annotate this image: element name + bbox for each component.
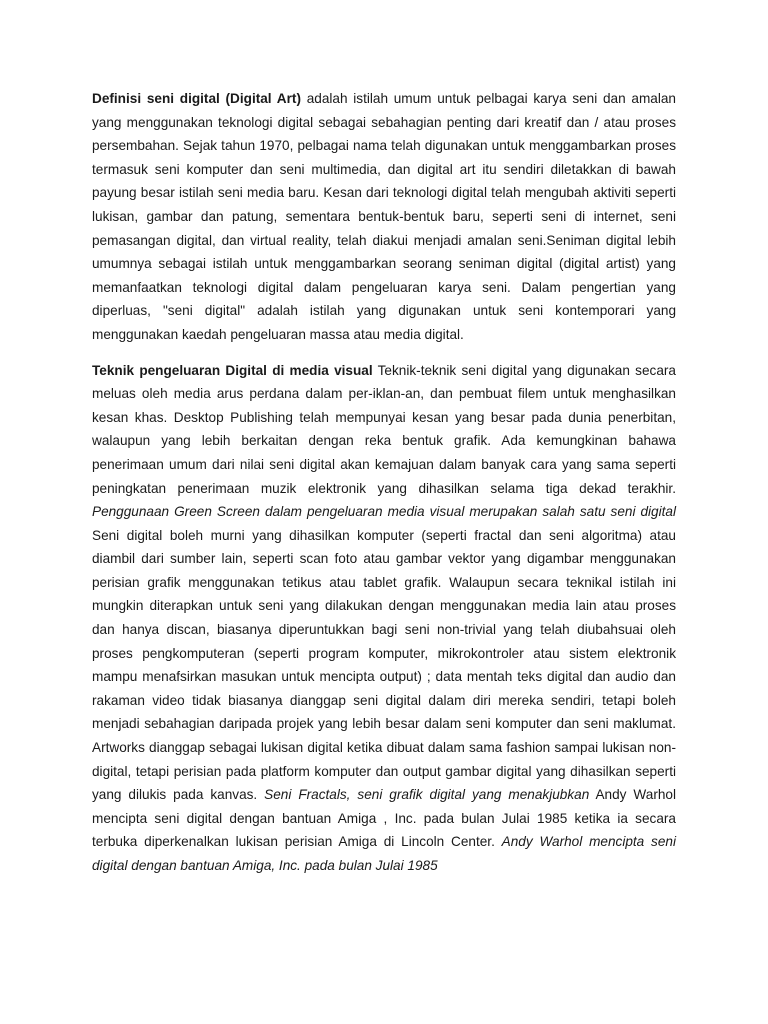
caption-green-screen: Penggunaan Green Screen dalam pengeluaran media visual merupakan salah satu seni digital: [92, 504, 676, 520]
heading-digital-production: Teknik pengeluaran Digital di media visual: [92, 362, 373, 378]
caption-andy-warhol: Andy Warhol mencipta seni digital dengan bantuan Amiga, Inc. pada bulan Julai 1985: [92, 834, 676, 873]
paragraph-text: adalah istilah umum untuk pelbagai karya seni dan amalan yang menggunakan teknologi digital sebagai sebahagian penting dari kreatif dan / atau proses persembahan. Sejak tahun 1970, pelbagai nama telah digunakan untuk menggambarkan proses termasuk seni komputer dan seni multimedia, dan digital art itu sendiri diletakkan di bawah payung besar istilah seni media baru. Kesan dari teknologi digital telah mengubah aktiviti seperti lukisan, gambar dan patung, sementara bentuk-bentuk baru, seperti seni di internet, seni pemasangan digital, dan virtual reality, telah diakui menjadi amalan seni.Seniman digital lebih umumnya sebagai istilah untuk menggambarkan seorang seniman digital (digital artist) yang memanfaatkan teknologi digital dalam pengeluaran karya seni. Dalam pengertian yang diperluas, "seni digital" adalah istilah yang digunakan untuk seni kontemporari yang menggunakan kaedah pengeluaran massa atau media digital.: [92, 91, 676, 342]
paragraph-text: Teknik-teknik seni digital yang digunakan secara meluas oleh media arus perdana dalam per-iklan-an, dan pembuat filem untuk menghasilkan kesan khas. Desktop Publishing telah mempunyai kesan yang besar pada dunia penerbitan, walaupun yang lebih berkaitan dengan reka bentuk grafik. Ada kemungkinan bahawa penerimaan umum dari nilai seni digital akan kemajuan dalam banyak cara yang sama seperti peningkatan penerimaan muzik elektronik yang dihasilkan selama tiga dekad terakhir.: [92, 362, 676, 496]
paragraph-techniques: [92, 359, 676, 878]
document-page: [92, 87, 676, 890]
paragraph-definition: [92, 87, 676, 347]
caption-fractals: Seni Fractals, seni grafik digital yang menakjubkan: [264, 787, 590, 803]
heading-digital-art: Definisi seni digital (Digital Art): [92, 91, 301, 106]
paragraph-text: Seni digital boleh murni yang dihasilkan komputer (seperti fractal dan seni algoritma) atau diambil dari sumber lain, seperti scan foto atau gambar vektor yang digambar menggunakan perisian grafik menggunakan tetikus atau tablet grafik. Walaupun secara teknikal istilah ini mungkin diterapkan untuk seni yang dilakukan dengan menggunakan media lain atau proses dan hanya discan, biasanya diperuntukkan bagi seni non-trivial yang telah diubahsuai oleh proses pengkomputeran (seperti program komputer, mikrokontroler atau sistem elektronik mampu menafsirkan masukan untuk mencipta output) ; data mentah teks digital dan audio dan rakaman video tidak biasanya dianggap seni digital dalam diri mereka sendiri, tetapi boleh menjadi sebahagian daripada projek yang lebih besar dalam seni komputer dan seni maklumat. Artworks dianggap sebagai lukisan digital ketika dibuat dalam sama fashion sampai lukisan non-digital, tetapi perisian pada platform komputer dan output gambar digital yang dihasilkan seperti yang dilukis pada kanvas.: [92, 527, 676, 803]
paragraph-text: Andy Warhol mencipta seni digital dengan bantuan Amiga , Inc. pada bulan Julai 1985 ketika ia secara terbuka diperkenalkan lukisan perisian Amiga di Lincoln Center.: [92, 787, 676, 850]
